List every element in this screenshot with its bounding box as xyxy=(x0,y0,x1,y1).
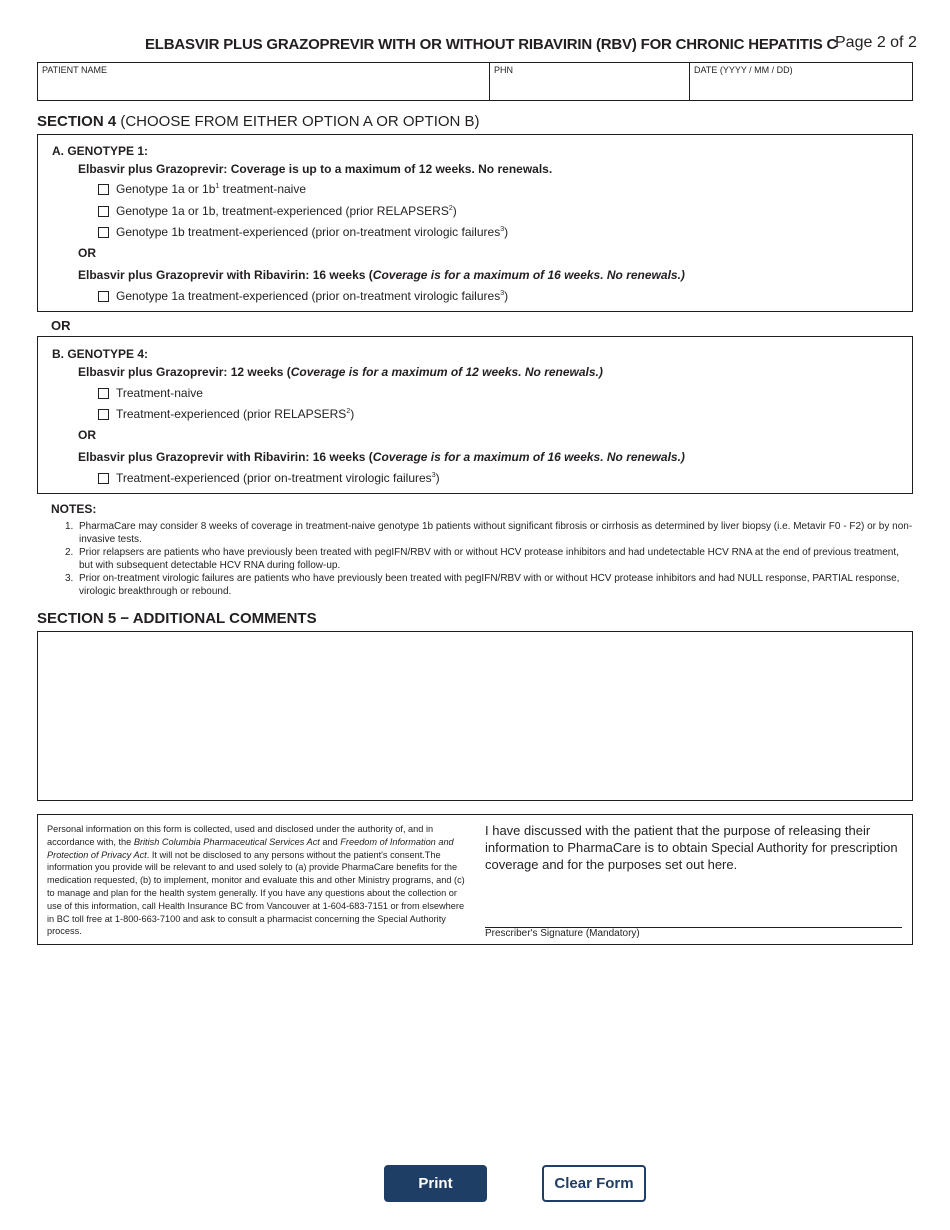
clear-form-button[interactable]: Clear Form xyxy=(542,1165,646,1202)
checkbox[interactable] xyxy=(98,184,109,195)
patient-name-cell xyxy=(38,63,490,100)
checkbox[interactable] xyxy=(98,388,109,399)
option-a-item-1[interactable] xyxy=(98,182,306,196)
option-a-box xyxy=(37,134,913,312)
additional-comments-box xyxy=(37,631,913,801)
note-item: 1. PharmaCare may consider 8 weeks of coverage in treatment-naive genotype 1b patients without significant fibrosis or cirrhosis as determined by liver biopsy (i.e. Metavir F0 - F2) or by non-invasive tests. xyxy=(65,521,913,545)
option-b-box xyxy=(37,336,913,494)
option-b-item-3[interactable] xyxy=(98,471,440,485)
notes-list xyxy=(65,520,913,598)
notes-title: NOTES: xyxy=(51,502,97,516)
option-a-item-4-label: Genotype 1a treatment-experienced (prior on-treatment virologic failures$^3$) xyxy=(116,289,509,303)
checkbox[interactable] xyxy=(98,227,109,238)
option-a-item-2[interactable] xyxy=(98,204,457,218)
patient-name-label: PATIENT NAME xyxy=(42,65,108,75)
date-input[interactable] xyxy=(693,78,909,98)
option-b-heading: B. GENOTYPE 4: xyxy=(52,347,149,361)
date-cell xyxy=(690,63,912,100)
option-b-item-3-label: Treatment-experienced (prior on-treatment virologic failures$^3$) xyxy=(116,471,440,485)
checkbox[interactable] xyxy=(98,409,109,420)
option-a-heading: A. GENOTYPE 1: xyxy=(52,144,149,158)
section4-subtitle: (CHOOSE FROM EITHER OPTION A OR OPTION B) xyxy=(120,113,480,130)
phn-input[interactable] xyxy=(493,78,686,98)
date-label: DATE (YYYY / MM / DD) xyxy=(694,65,793,75)
section4-heading xyxy=(37,113,480,130)
option-a-item-1-label: Genotype 1a or $1b^1$ treatment-naive xyxy=(116,182,307,196)
patient-name-input[interactable] xyxy=(41,78,486,98)
phn-label: PHN xyxy=(494,65,514,75)
options-or-separator: OR xyxy=(51,318,71,333)
note-item: 2. Prior relapsers are patients who have previously been treated with pegIFN/RBV with or without HCV protease inhibitors and had undetectable HCV RNA at the end of previous treatment, but with subsequent detectable HCV RNA during follow-up. xyxy=(65,547,899,571)
option-b-item-1-label: Treatment-naive xyxy=(116,386,203,400)
option-a-item-3[interactable] xyxy=(98,225,508,239)
print-button[interactable]: Print xyxy=(384,1165,487,1202)
section4-title: SECTION 4 xyxy=(37,113,117,130)
option-a-group1-title: Elbasvir plus Grazoprevir: Coverage is up to a maximum of 12 weeks. No renewals. xyxy=(78,162,553,176)
option-a-item-3-label: Genotype 1b treatment-experienced (prior on-treatment virologic failures$^3$) xyxy=(116,225,509,239)
checkbox[interactable] xyxy=(98,473,109,484)
checkbox[interactable] xyxy=(98,291,109,302)
privacy-attestation-box xyxy=(37,814,913,945)
option-a-or: OR xyxy=(78,246,96,260)
option-b-item-2[interactable] xyxy=(98,407,354,421)
checkbox[interactable] xyxy=(98,206,109,217)
option-a-item-2-label: Genotype 1a or 1b, treatment-experienced (prior RELAPSERS$^2$) xyxy=(116,204,457,218)
section5-title: SECTION 5 − ADDITIONAL COMMENTS xyxy=(37,610,317,627)
patient-info-box xyxy=(37,62,913,101)
form-header xyxy=(0,34,950,56)
attestation-text: I have discussed with the patient that the purpose of releasing their information to PharmaCare is to obtain Special Authority for prescription coverage and for the purposes set out here. xyxy=(485,823,898,872)
option-b-group2-title: Elbasvir plus Grazoprevir with Ribavirin: 16 weeks (Coverage is for a maximum of 16 weeks. No renewals.) xyxy=(78,450,685,464)
option-b-group1-title: Elbasvir plus Grazoprevir: 12 weeks (Coverage is for a maximum of 12 weeks. No renewals.) xyxy=(78,365,603,379)
phn-cell xyxy=(490,63,690,100)
option-b-or: OR xyxy=(78,428,96,442)
additional-comments-input[interactable] xyxy=(38,632,912,800)
option-a-group2-title: Elbasvir plus Grazoprevir with Ribavirin: 16 weeks (Coverage is for a maximum of 16 weeks. No renewals.) xyxy=(78,268,685,282)
form-title: ELBASVIR PLUS GRAZOPREVIR WITH OR WITHOUT RIBAVIRIN (RBV) FOR CHRONIC HEPATITIS C xyxy=(145,36,838,53)
option-b-item-2-label: Treatment-experienced (prior RELAPSERS$^2$) xyxy=(116,407,355,421)
privacy-notice: Personal information on this form is collected, used and disclosed under the authority of, and in accordance with, the British Columbia Pharmaceutical Services Act and Freedom of Information and Protection of Privacy Act. It will not be disclosed to any persons without the patient's consent.The information you provide will be relevant to and used solely to (a) provide PharmaCare benefits for the medication requested, (b) to implement, monitor and evaluate this and other Ministry programs, and (c) to manage and plan for the health system generally. If you have any questions about the collection or use of this information, call Health Insurance BC from Vancouver at 1-604-683-7151 or from elsewhere in BC toll free at 1-800-663-7100 and ask to consult a pharmacist concerning the Special Authority process. xyxy=(47,824,465,937)
note-item: 3. Prior on-treatment virologic failures are patients who have previously been treated with pegIFN/RBV with or without HCV protease inhibitors and had NULL response, PARTIAL response, virologic breakthrough or rebound. xyxy=(65,573,900,597)
option-b-item-1[interactable] xyxy=(98,386,203,400)
page-number: Page 2 of 2 xyxy=(835,34,917,51)
signature-label: Prescriber's Signature (Mandatory) xyxy=(485,928,640,939)
option-a-item-4[interactable] xyxy=(98,289,508,303)
